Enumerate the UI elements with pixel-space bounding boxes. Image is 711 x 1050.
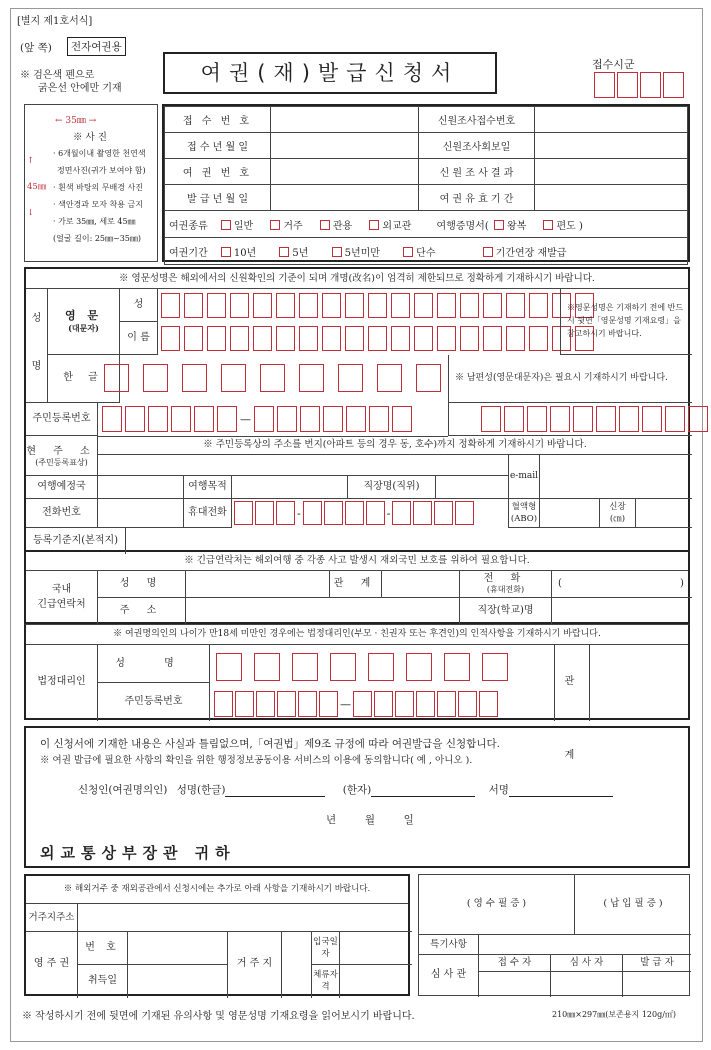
english-name-label: 영 문 (대문자): [48, 289, 120, 355]
paper-spec: 210㎜×297㎜(보존용지 120g/㎡): [552, 1010, 677, 1019]
char-box[interactable]: [161, 326, 180, 351]
email-field[interactable]: [540, 455, 692, 499]
char-box[interactable]: [444, 653, 470, 681]
guardian-rrn-boxes[interactable]: [214, 691, 498, 717]
stay-status-label: 체류자격: [312, 965, 340, 998]
char-box[interactable]: [184, 293, 203, 318]
char-box[interactable]: [216, 653, 242, 681]
photo-title: ※ 사 진: [73, 132, 107, 143]
type-residence[interactable]: 거주: [270, 221, 302, 232]
height-field[interactable]: [636, 499, 692, 528]
emergency-address-field[interactable]: [186, 598, 460, 624]
char-box[interactable]: [171, 406, 191, 432]
registry-label: 등록기준지(본적지): [26, 528, 126, 554]
name-hanja-input[interactable]: [371, 785, 475, 797]
char-box[interactable]: [184, 326, 203, 351]
char-box[interactable]: [299, 364, 324, 392]
char-box[interactable]: [392, 501, 411, 525]
rrn-label: 주민등록번호: [26, 403, 98, 436]
receipt-date-label: 접 수 년 월 일: [165, 133, 271, 159]
char-box[interactable]: [299, 326, 318, 351]
char-box[interactable]: [366, 501, 385, 525]
e-passport-label: 전자여권용: [67, 37, 126, 56]
travel-oneway[interactable]: 편도: [543, 221, 575, 232]
res-country-field[interactable]: [282, 932, 312, 998]
receipt-no-field[interactable]: [271, 107, 419, 133]
given-name-label: 이 름: [120, 322, 158, 355]
receipt-date-field[interactable]: [271, 133, 419, 159]
surname-boxes[interactable]: [161, 293, 594, 318]
char-box[interactable]: [194, 406, 214, 432]
res-address-field[interactable]: [78, 904, 412, 932]
char-box[interactable]: [481, 406, 501, 432]
declaration-date: 년 월 일: [326, 814, 416, 826]
office-use-table: [162, 104, 690, 262]
char-box[interactable]: [527, 406, 547, 432]
spouse-name-boxes[interactable]: [481, 406, 708, 432]
registry-field[interactable]: [126, 528, 692, 554]
applicant-signature-line: 신청인(여권명의인) 성명(한글) (한자) 서명: [78, 782, 613, 797]
char-box[interactable]: [260, 364, 285, 392]
issuer-label: 발 급 자: [623, 955, 691, 972]
char-box[interactable]: [392, 406, 412, 432]
char-box[interactable]: [642, 406, 662, 432]
receipt-stamp: ( 영 수 필 증 ): [419, 875, 575, 935]
permit-acquired-field[interactable]: [128, 965, 228, 998]
char-box[interactable]: [161, 293, 180, 318]
emergency-label: 국내 긴급연락처: [26, 571, 98, 624]
validity-field[interactable]: [535, 185, 688, 211]
blood-type-label: 혈액형 (ABO): [508, 499, 540, 528]
korean-name-label: 한 글: [48, 355, 120, 403]
emergency-relation-label: 관 계: [330, 571, 382, 598]
char-box[interactable]: [529, 326, 548, 351]
address-field[interactable]: [98, 455, 508, 476]
validity-label: 여 권 유 효 기 간: [419, 185, 535, 211]
declaration-block: [24, 726, 690, 868]
emergency-relation-field[interactable]: [382, 571, 460, 598]
korean-name-boxes[interactable]: [104, 364, 441, 392]
char-box[interactable]: [368, 293, 387, 318]
char-box[interactable]: [338, 364, 363, 392]
char-box[interactable]: [277, 406, 297, 432]
char-box[interactable]: [230, 293, 249, 318]
mobile-label: 휴대전화: [184, 499, 232, 528]
char-box[interactable]: [221, 364, 246, 392]
passport-period-label: 여권기간: [169, 247, 208, 259]
consent-text: ※ 여권 발급에 필요한 사항의 확인을 위한 행정정보공동이용 서비스의 이용에 동의합니다( 예 , 아니오 ).: [40, 755, 473, 766]
char-box[interactable]: [369, 406, 389, 432]
char-box[interactable]: [235, 691, 254, 717]
char-box[interactable]: [374, 691, 393, 717]
travel-roundtrip[interactable]: 왕복: [494, 221, 526, 232]
char-box[interactable]: [460, 293, 479, 318]
char-box[interactable]: [345, 293, 364, 318]
form-number: [별지 제1호서식]: [17, 16, 93, 27]
overseas-notice: ※ 해외거주 중 재외공관에서 신청시에는 추가로 아래 사항을 기재하시기 바랍니다.: [26, 876, 408, 904]
phone-label: 전화번호: [26, 499, 98, 528]
guardian-label: 법정대리인: [26, 645, 98, 721]
char-box[interactable]: [596, 406, 616, 432]
destination-field[interactable]: [98, 476, 184, 499]
personal-info-table: [24, 267, 690, 552]
mobile-boxes[interactable]: [234, 501, 474, 525]
blood-type-field[interactable]: [540, 499, 600, 528]
char-box[interactable]: [207, 293, 226, 318]
char-box[interactable]: [688, 406, 708, 432]
char-box[interactable]: [104, 364, 129, 392]
char-box[interactable]: [277, 691, 296, 717]
period-under-5y[interactable]: 5년미만: [332, 248, 380, 259]
page-title: 여권(재)발급신청서: [163, 52, 497, 94]
char-box[interactable]: [506, 293, 525, 318]
char-box[interactable]: [529, 293, 548, 318]
char-box[interactable]: [353, 691, 372, 717]
char-box[interactable]: [322, 326, 341, 351]
char-box[interactable]: [665, 406, 685, 432]
receiver-stamp-field[interactable]: [479, 972, 551, 997]
overseas-table: [24, 874, 410, 996]
separator: -: [297, 506, 301, 520]
char-box[interactable]: [414, 326, 433, 351]
guardian-rrn-label: 주민등록번호: [98, 683, 210, 721]
char-box[interactable]: [276, 501, 295, 525]
reviewer-label: 심 사 자: [551, 955, 623, 972]
char-box[interactable]: [368, 653, 394, 681]
char-box[interactable]: [482, 653, 508, 681]
char-box[interactable]: [416, 364, 441, 392]
english-name-notice: ※ 영문성명은 해외에서의 신원확인의 기준이 되며 개명(改名)이 엄격히 제한되므로 정확하게 기재하시기 바랍니다.: [26, 269, 688, 289]
height-label: 신장 (㎝): [600, 499, 636, 528]
res-address-label: 거주지주소: [26, 904, 78, 932]
res-country-label: 거 주 지: [228, 932, 282, 998]
type-diplomatic[interactable]: 외교관: [369, 221, 411, 232]
permit-acquired-label: 취득일: [78, 965, 128, 998]
guardian-name-label: 성 명: [98, 645, 210, 683]
purpose-label: 여행목적: [184, 476, 232, 499]
period-5y[interactable]: 5년: [279, 248, 308, 259]
char-box[interactable]: [506, 326, 525, 351]
char-box[interactable]: [413, 501, 432, 525]
emergency-name-label: 성 명: [98, 571, 186, 598]
travel-cert-label: 여행증명서(: [436, 220, 489, 232]
inquiry-reply-field[interactable]: [535, 133, 688, 159]
name-korean-input[interactable]: [225, 785, 325, 797]
reception-gun-label: 접수시군: [592, 58, 635, 71]
issue-date-field[interactable]: [271, 185, 419, 211]
char-box[interactable]: [102, 406, 122, 432]
char-box[interactable]: [125, 406, 145, 432]
char-box[interactable]: [550, 406, 570, 432]
char-box[interactable]: [253, 326, 272, 351]
emergency-name-field[interactable]: [186, 571, 330, 598]
photo-height-label: ↑ 45㎜ ↓: [27, 156, 47, 218]
guardian-name-boxes[interactable]: [216, 653, 508, 681]
separator: —: [340, 697, 351, 711]
permit-label: 영 주 권: [26, 932, 78, 998]
job-label: 직장명(직위): [348, 476, 436, 499]
char-box[interactable]: [276, 326, 295, 351]
char-box[interactable]: [345, 326, 364, 351]
char-box[interactable]: [437, 691, 456, 717]
purpose-field[interactable]: [232, 476, 348, 499]
char-box[interactable]: [319, 691, 338, 717]
guardian-notice: ※ 여권명의인의 나이가 만18세 미만인 경우에는 법정대리인(부모 · 친권자 또는 후견인)의 인적사항을 기재하시기 바랍니다.: [26, 625, 688, 645]
char-box[interactable]: [406, 653, 432, 681]
job-field[interactable]: [436, 476, 508, 499]
char-box[interactable]: [416, 691, 435, 717]
stay-status-field[interactable]: [340, 965, 412, 998]
type-official[interactable]: 관용: [320, 221, 352, 232]
address-notice: ※ 주민등록상의 주소를 번지(아파트 등의 경우 동, 호수)까지 정확하게 기재하시기 바랍니다.: [98, 436, 692, 455]
footer-note: ※ 작성하시기 전에 뒷면에 기재된 유의사항 및 영문성명 기재요령을 읽어보시기 바랍니다.: [22, 1011, 415, 1022]
char-box[interactable]: [255, 501, 274, 525]
passport-no-label: 여 권 번 호: [165, 159, 271, 185]
char-box[interactable]: [207, 326, 226, 351]
emergency-work-label: 직장(학교)명: [460, 598, 552, 624]
pen-note-2: 굵은선 안에만 기재: [38, 83, 122, 94]
char-box[interactable]: [324, 501, 343, 525]
destination-label: 여행예정국: [26, 476, 98, 499]
passport-type-row: [165, 211, 688, 238]
separator: -: [386, 506, 391, 520]
special-notes-field[interactable]: [479, 935, 691, 955]
char-box[interactable]: [573, 406, 593, 432]
guardian-relation-field[interactable]: [590, 645, 692, 721]
char-box[interactable]: [483, 293, 502, 318]
surname-label: 성: [120, 289, 158, 322]
declaration-text: 이 신청서에 기재한 내용은 사실과 틀림없으며,「여권법」제9조 규정에 따라 여권발급을 신청합니다.: [40, 738, 500, 750]
entry-date-field[interactable]: [340, 932, 412, 965]
char-box[interactable]: [479, 691, 498, 717]
special-notes-label: 특기사항: [419, 935, 479, 955]
addressee: 외교통상부장관 귀하: [40, 844, 236, 862]
stamp-table: [418, 874, 690, 996]
spouse-name-note: ※ 남편성(영문대문자)은 필요시 기재하시기 바랍니다.: [448, 355, 692, 403]
issue-date-label: 발 급 년 월 일: [165, 185, 271, 211]
inquiry-receipt-no-field[interactable]: [535, 107, 688, 133]
char-box[interactable]: [455, 501, 474, 525]
period-extension[interactable]: 기간연장 재발급: [483, 248, 567, 259]
permit-number-field[interactable]: [128, 932, 228, 965]
char-box[interactable]: [437, 326, 456, 351]
emergency-notice: ※ 긴급연락처는 해외여행 중 각종 사고 발생시 재외국민 보호를 위하여 필요합니다.: [26, 552, 688, 571]
passport-period-row: [165, 238, 688, 265]
passport-type-label: 여권종류: [169, 220, 208, 232]
char-box[interactable]: [377, 364, 402, 392]
char-box[interactable]: [414, 293, 433, 318]
char-box[interactable]: [276, 293, 295, 318]
char-box[interactable]: [391, 293, 410, 318]
email-label: e-mail: [508, 455, 540, 499]
reception-gun-boxes[interactable]: [594, 72, 684, 98]
payment-stamp: ( 납 입 필 증 ): [575, 875, 691, 935]
inquiry-reply-label: 신원조사회보일: [419, 133, 535, 159]
english-name-guide-note: ※영문성명은 기재하기 전에 반드시 뒷면「영문성명 기재요령」을 참고하시기 바랍니다.: [560, 289, 692, 355]
period-10y[interactable]: 10년: [221, 248, 256, 259]
char-box[interactable]: [182, 364, 207, 392]
char-box[interactable]: [234, 501, 253, 525]
receipt-no-label: 접 수 번 호: [165, 107, 271, 133]
reviewer-stamp-field[interactable]: [551, 972, 623, 997]
char-box[interactable]: [395, 691, 414, 717]
permit-number-label: 번 호: [78, 932, 128, 965]
photo-width-label: ← 35㎜ →: [55, 116, 97, 126]
char-box[interactable]: [483, 326, 502, 351]
phone-field[interactable]: [98, 499, 184, 528]
separator: —: [240, 412, 251, 426]
char-box[interactable]: [299, 293, 318, 318]
char-box[interactable]: [460, 326, 479, 351]
type-general[interactable]: 일반: [221, 221, 253, 232]
char-box[interactable]: [458, 691, 477, 717]
char-box[interactable]: [217, 406, 237, 432]
char-box[interactable]: [256, 691, 275, 717]
char-box[interactable]: [253, 293, 272, 318]
issuer-stamp-field[interactable]: [623, 972, 691, 997]
char-box[interactable]: [323, 406, 343, 432]
char-box[interactable]: [330, 653, 356, 681]
inquiry-receipt-no-label: 신원조사접수번호: [419, 107, 535, 133]
char-box[interactable]: [322, 293, 341, 318]
receiver-label: 접 수 자: [479, 955, 551, 972]
char-box[interactable]: [619, 406, 639, 432]
char-box[interactable]: [303, 501, 322, 525]
char-box[interactable]: [214, 691, 233, 717]
char-box[interactable]: [391, 326, 410, 351]
rrn-boxes[interactable]: [102, 406, 412, 432]
photo-area[interactable]: [24, 104, 158, 262]
guardian-relation-label: 관 계: [554, 645, 590, 721]
pen-note-1: ※ 검은색 펜으로: [20, 70, 95, 81]
inquiry-result-field[interactable]: [535, 159, 688, 185]
char-box[interactable]: [368, 326, 387, 351]
char-box[interactable]: [148, 406, 168, 432]
char-box[interactable]: [230, 326, 249, 351]
entry-date-label: 입국일자: [312, 932, 340, 965]
char-box[interactable]: [292, 653, 318, 681]
travel-close-paren: ): [578, 220, 583, 232]
name-section-label: 성 명: [26, 289, 48, 403]
char-box[interactable]: [300, 406, 320, 432]
emergency-phone-label: 전 화 (휴대전화): [460, 571, 552, 598]
char-box[interactable]: [298, 691, 317, 717]
char-box[interactable]: [434, 501, 453, 525]
char-box[interactable]: [346, 406, 366, 432]
signature-input[interactable]: [509, 785, 613, 797]
char-box[interactable]: [254, 406, 274, 432]
emergency-table: [24, 552, 690, 624]
examiner-label: 심 사 관: [419, 955, 479, 997]
char-box[interactable]: [504, 406, 524, 432]
char-box[interactable]: [345, 501, 364, 525]
char-box[interactable]: [437, 293, 456, 318]
emergency-address-label: 주 소: [98, 598, 186, 624]
passport-no-field[interactable]: [271, 159, 419, 185]
char-box[interactable]: [143, 364, 168, 392]
inquiry-result-label: 신 원 조 사 결 과: [419, 159, 535, 185]
char-box[interactable]: [254, 653, 280, 681]
given-name-boxes[interactable]: [161, 326, 594, 351]
address-label: 현 주 소 (주민등록표상): [26, 436, 98, 476]
period-single[interactable]: 단수: [403, 248, 435, 259]
emergency-work-field[interactable]: [552, 598, 692, 624]
photo-instructions: · 6개월이내 촬영한 천연색 정면사진(귀가 보여야 함) · 흰색 바탕의 무배경 사진 · 색안경과 모자 착용 금지 · 가로 35㎜, 세로 45㎜ (얼굴 길이: 25㎜~35㎜): [53, 149, 146, 243]
emergency-phone-field[interactable]: ( ): [552, 571, 692, 598]
side-label: (앞 쪽): [20, 42, 52, 54]
